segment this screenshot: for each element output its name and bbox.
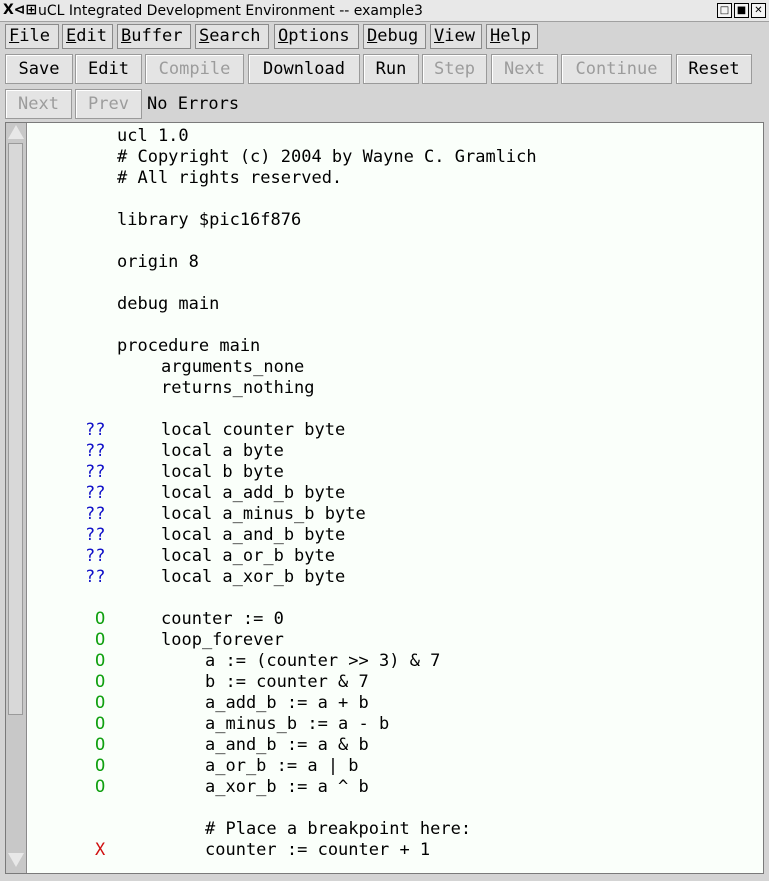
code-text: local a_xor_b byte xyxy=(161,567,346,587)
prev-error-button[interactable]: Prev xyxy=(75,89,142,119)
scroll-down-arrow-icon[interactable] xyxy=(8,853,24,867)
minimize-button[interactable]: □ xyxy=(717,3,732,18)
error-status: No Errors xyxy=(147,94,240,114)
code-line[interactable] xyxy=(28,357,763,378)
app-logo-icon: X⊲⊞ xyxy=(3,2,38,18)
code-line[interactable] xyxy=(28,252,763,273)
code-line[interactable] xyxy=(28,588,763,609)
code-line[interactable] xyxy=(28,840,763,861)
code-line[interactable] xyxy=(28,756,763,777)
code-text: arguments_none xyxy=(161,357,305,377)
unknown-marker[interactable]: ?? xyxy=(85,504,106,524)
code-text: local a_or_b byte xyxy=(161,546,335,566)
next-step-button[interactable]: Next xyxy=(491,54,558,84)
code-text: procedure main xyxy=(117,336,261,356)
unknown-marker[interactable]: ?? xyxy=(85,462,106,482)
window-bottom-border xyxy=(0,875,769,881)
code-text: a_minus_b := a - b xyxy=(205,714,390,734)
vertical-scrollbar[interactable] xyxy=(6,123,27,873)
code-line[interactable] xyxy=(28,693,763,714)
unknown-marker[interactable]: ?? xyxy=(85,483,106,503)
breakpoint-available-marker[interactable]: O xyxy=(95,777,106,797)
window-title: uCL Integrated Development Environment -- example3 xyxy=(38,3,423,19)
code-text: # All rights reserved. xyxy=(117,168,343,188)
code-text: local b byte xyxy=(161,462,284,482)
code-text: a_and_b := a & b xyxy=(205,735,369,755)
code-line[interactable] xyxy=(28,735,763,756)
menu-options[interactable]: Options xyxy=(274,24,359,49)
code-text: local counter byte xyxy=(161,420,346,440)
code-line[interactable] xyxy=(28,336,763,357)
breakpoint-available-marker[interactable]: O xyxy=(95,756,106,776)
compile-button[interactable]: Compile xyxy=(145,54,244,84)
code-line[interactable] xyxy=(28,315,763,336)
code-text: # Copyright (c) 2004 by Wayne C. Gramlich xyxy=(117,147,537,167)
breakpoint-available-marker[interactable]: O xyxy=(95,609,106,629)
maximize-button[interactable]: ■ xyxy=(734,3,749,18)
code-line[interactable] xyxy=(28,126,763,147)
menu-search[interactable]: Search xyxy=(195,24,269,49)
breakpoint-available-marker[interactable]: O xyxy=(95,693,106,713)
menu-buffer[interactable]: Buffer xyxy=(117,24,191,49)
code-line[interactable] xyxy=(28,483,763,504)
edit-button[interactable]: Edit xyxy=(75,54,142,84)
unknown-marker[interactable]: ?? xyxy=(85,525,106,545)
menu-view[interactable]: View xyxy=(430,24,482,49)
code-line[interactable] xyxy=(28,168,763,189)
code-text: local a_minus_b byte xyxy=(161,504,366,524)
save-button[interactable]: Save xyxy=(5,54,73,84)
unknown-marker[interactable]: ?? xyxy=(85,546,106,566)
code-text: a_xor_b := a ^ b xyxy=(205,777,369,797)
unknown-marker[interactable]: ?? xyxy=(85,441,106,461)
menu-file[interactable]: File xyxy=(5,24,59,49)
menu-bar xyxy=(0,22,769,50)
unknown-marker[interactable]: ?? xyxy=(85,420,106,440)
code-line[interactable] xyxy=(28,273,763,294)
code-text: local a byte xyxy=(161,441,284,461)
breakpoint-available-marker[interactable]: O xyxy=(95,651,106,671)
code-text: debug main xyxy=(117,294,220,314)
code-line[interactable] xyxy=(28,378,763,399)
continue-button[interactable]: Continue xyxy=(561,54,672,84)
unknown-marker[interactable]: ?? xyxy=(85,567,106,587)
menu-edit[interactable]: Edit xyxy=(62,24,113,49)
code-line[interactable] xyxy=(28,189,763,210)
code-line[interactable] xyxy=(28,546,763,567)
code-line[interactable] xyxy=(28,819,763,840)
menu-debug[interactable]: Debug xyxy=(363,24,426,49)
code-line[interactable] xyxy=(28,462,763,483)
code-text: ucl 1.0 xyxy=(117,126,189,146)
code-line[interactable] xyxy=(28,525,763,546)
next-error-button[interactable]: Next xyxy=(5,89,72,119)
code-line[interactable] xyxy=(28,672,763,693)
code-line[interactable] xyxy=(28,504,763,525)
code-line[interactable] xyxy=(28,231,763,252)
run-button[interactable]: Run xyxy=(363,54,419,84)
code-text: a := (counter >> 3) & 7 xyxy=(205,651,441,671)
code-text: b := counter & 7 xyxy=(205,672,369,692)
code-text-area[interactable] xyxy=(28,123,763,873)
code-text: # Place a breakpoint here: xyxy=(205,819,472,839)
code-line[interactable] xyxy=(28,630,763,651)
code-text: a_add_b := a + b xyxy=(205,693,369,713)
code-line[interactable] xyxy=(28,294,763,315)
close-button[interactable]: ✕ xyxy=(751,3,766,18)
code-editor[interactable] xyxy=(5,122,764,874)
code-line[interactable] xyxy=(28,714,763,735)
title-bar xyxy=(0,0,769,22)
code-text: counter := counter + 1 xyxy=(205,840,431,860)
scrollbar-thumb[interactable] xyxy=(8,143,23,715)
breakpoint-available-marker[interactable]: O xyxy=(95,714,106,734)
code-text: library $pic16f876 xyxy=(117,210,302,230)
breakpoint-available-marker[interactable]: O xyxy=(95,672,106,692)
code-text: loop_forever xyxy=(161,630,284,650)
download-button[interactable]: Download xyxy=(248,54,360,84)
breakpoint-available-marker[interactable]: O xyxy=(95,735,106,755)
step-button[interactable]: Step xyxy=(422,54,487,84)
breakpoint-available-marker[interactable]: O xyxy=(95,630,106,650)
code-line[interactable] xyxy=(28,609,763,630)
code-line[interactable] xyxy=(28,147,763,168)
scroll-up-arrow-icon[interactable] xyxy=(8,125,24,139)
breakpoint-set-marker[interactable]: X xyxy=(95,840,106,860)
code-text: origin 8 xyxy=(117,252,199,272)
reset-button[interactable]: Reset xyxy=(676,54,752,84)
code-line[interactable] xyxy=(28,798,763,819)
code-text: counter := 0 xyxy=(161,609,284,629)
code-line[interactable] xyxy=(28,399,763,420)
code-line[interactable] xyxy=(28,777,763,798)
code-text: local a_add_b byte xyxy=(161,483,346,503)
code-line[interactable] xyxy=(28,441,763,462)
code-text: a_or_b := a | b xyxy=(205,756,359,776)
code-line[interactable] xyxy=(28,567,763,588)
code-text: returns_nothing xyxy=(161,378,315,398)
menu-help[interactable]: Help xyxy=(486,24,538,49)
code-text: local a_and_b byte xyxy=(161,525,346,545)
code-line[interactable] xyxy=(28,210,763,231)
code-line[interactable] xyxy=(28,420,763,441)
code-line[interactable] xyxy=(28,651,763,672)
